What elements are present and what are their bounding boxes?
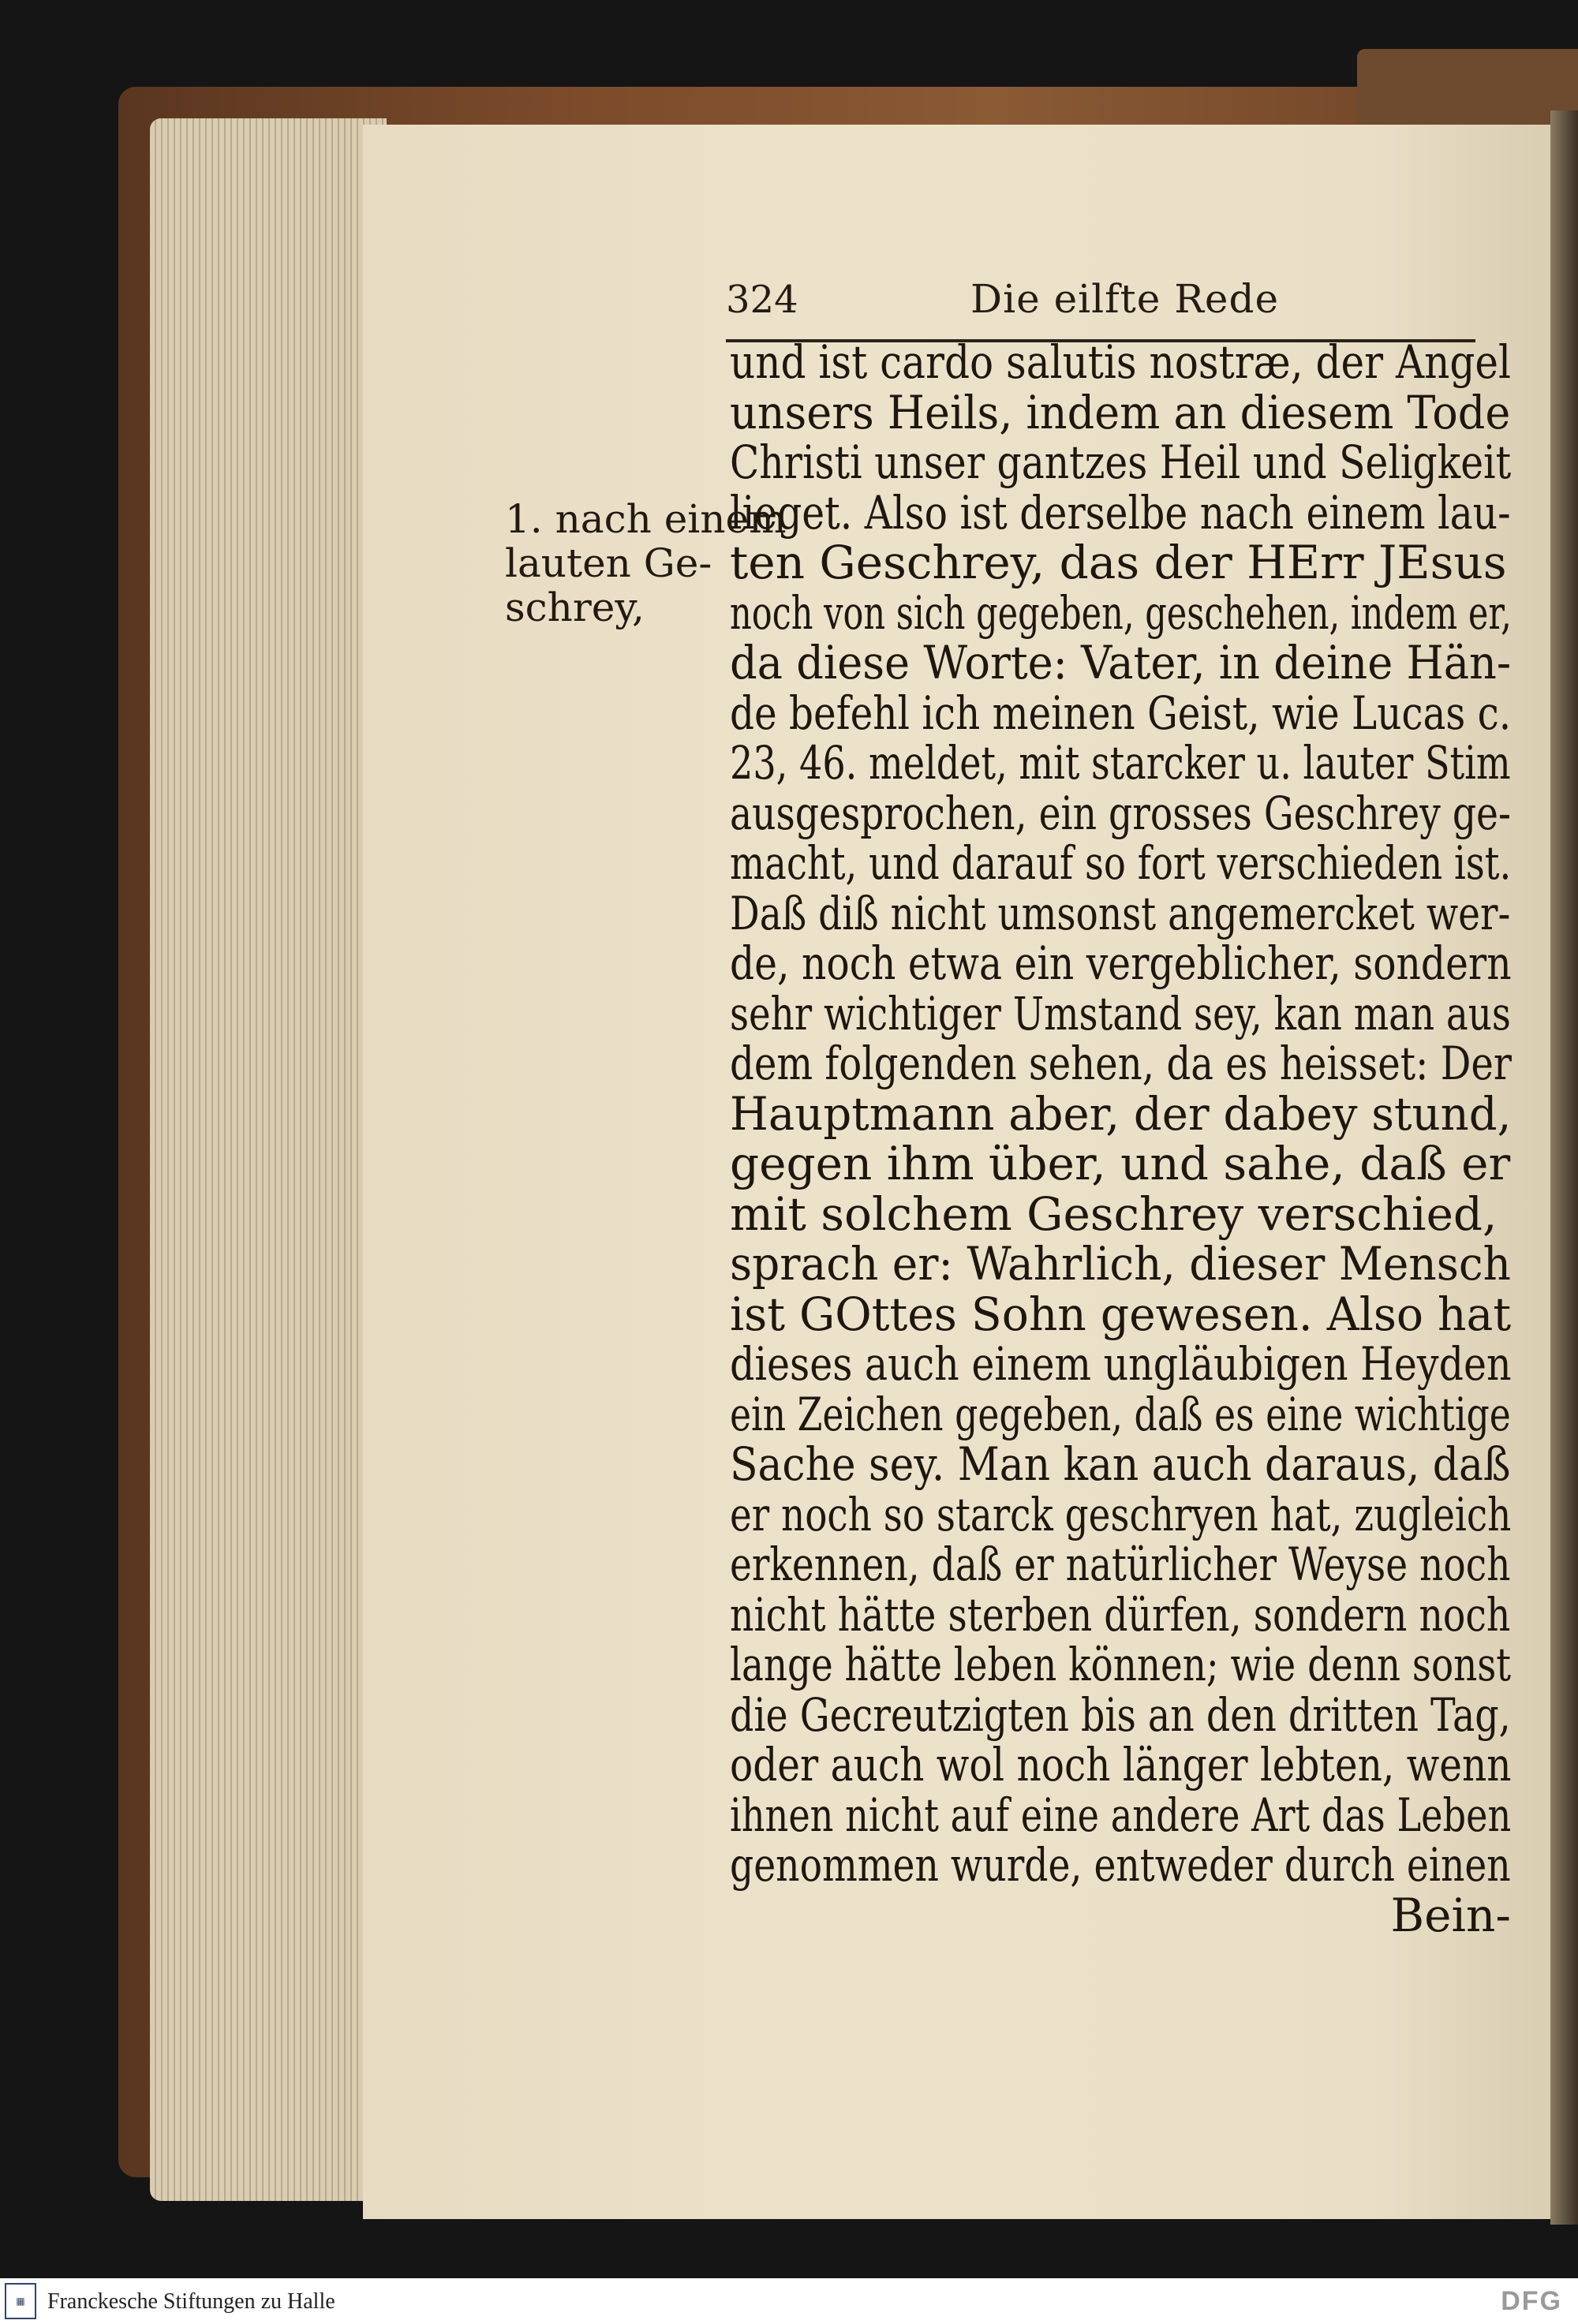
text-line: die Gecreutzigten bis an den dritten Tag, [730,1687,1511,1742]
text-line: ten Geschrey, das der HErr JEsus [730,536,1507,589]
text-line: mit solchem Geschrey verschied, [730,1186,1498,1241]
text-line: Sache sey. Man kan auch daraus, daß [730,1437,1511,1491]
page-gutter [1550,110,1578,2225]
text-line: de befehl ich meinen Geist, wie Lucas c. [730,686,1512,740]
institution-name: Franckesche Stiftungen zu Halle [47,2289,335,2314]
text-line: macht, und darauf so fort verschieden ist. [730,836,1512,890]
text-line: sehr wichtiger Umstand sey, kan man aus [730,986,1511,1041]
text-line: dieses auch einem ungläubigen Heyden [730,1337,1512,1391]
text-line: Hauptmann aber, der dabey stund, [730,1086,1512,1141]
text-line: da diese Worte: Vater, in deine Hän- [730,636,1512,689]
text-line: und ist cardo salutis nostræ, der Angel [730,335,1512,389]
institution-logo-icon: ▦ [5,2283,36,2319]
text-line: lange hätte leben können; wie denn sonst [730,1638,1512,1691]
marginal-note-line: 1. nach einem [505,496,787,542]
text-line: dem folgenden sehen, da es heisset: Der [730,1037,1512,1090]
page-header [726,276,1475,342]
page-number: 324 [726,278,798,322]
book-cover-top-edge [1357,49,1578,136]
text-line: lieget. Also ist derselbe nach einem lau- [730,485,1511,540]
text-line: ausgesprochen, ein grosses Geschrey ge- [730,786,1511,840]
text-line: erkennen, daß er natürlicher Weyse noch [730,1538,1511,1591]
text-line: 23, 46. meldet, mit starcker u. lauter Stim [730,736,1511,790]
text-line: de, noch etwa ein vergeblicher, sondern [730,936,1512,990]
text-line: genommen wurde, entweder durch einen [730,1838,1511,1892]
text-line: Bein- [1390,1888,1511,1942]
funder-logo: DFG [1501,2286,1562,2316]
text-line: nicht hätte sterben dürfen, sondern noch [730,1587,1511,1642]
text-line: noch von sich gegeben, geschehen, indem er, [730,585,1512,640]
text-line: Daß diß nicht umsonst angemercket wer- [730,886,1511,940]
marginal-note-line: schrey, [505,585,645,630]
marginal-note-line: lauten Ge- [505,540,712,586]
page-stack-edge [150,118,387,2201]
text-line: unsers Heils, indem an diesem Tode [730,385,1511,439]
text-line: ein Zeichen gegeben, daß es eine wichtige [730,1387,1511,1441]
text-line: ihnen nicht auf eine andere Art das Leben [730,1788,1512,1842]
running-head: Die eilfte Rede [970,276,1280,322]
text-line: ist GOttes Sohn gewesen. Also hat [730,1287,1512,1341]
text-line: gegen ihm über, und sahe, daß er [730,1137,1511,1190]
text-line: er noch so starck geschryen hat, zugleich [730,1487,1512,1541]
footer-bar [0,2278,1578,2324]
text-line: sprach er: Wahrlich, dieser Mensch [730,1237,1511,1291]
marginal-note [505,496,787,630]
body-text [730,335,1512,1942]
text-line: oder auch wol noch länger lebten, wenn [730,1738,1512,1792]
text-line: Christi unser gantzes Heil und Seligkeit [730,435,1512,489]
